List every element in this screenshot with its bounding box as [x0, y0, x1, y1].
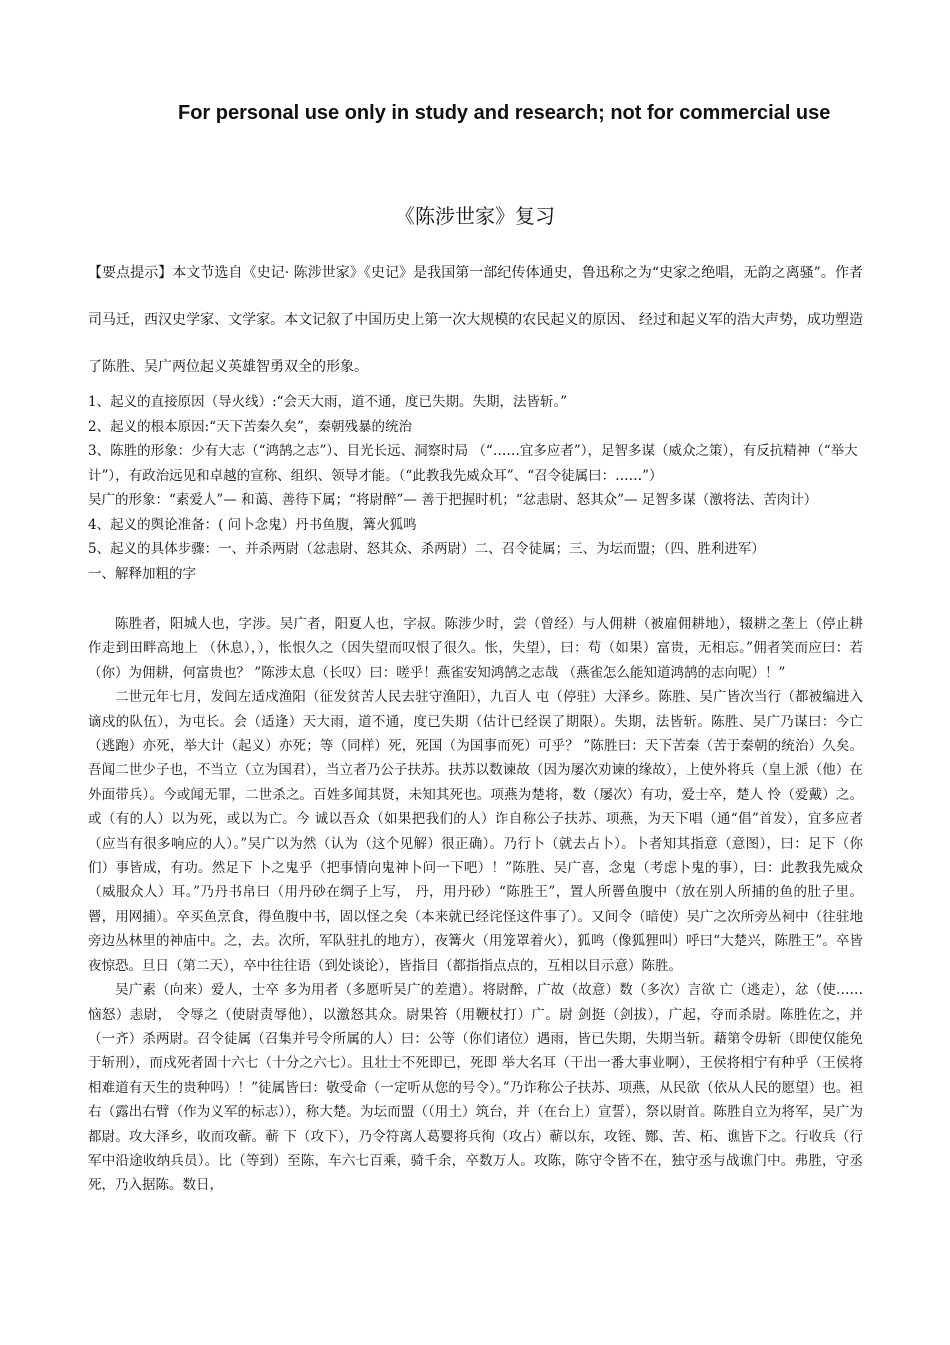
document-title: 《陈涉世家》复习 — [395, 204, 555, 228]
summary-points — [88, 390, 863, 586]
summary-point: 吴广的形象：“素爱人”— 和蔼、善待下属；“将尉醉”— 善于把握时机；“忿恚尉、怒其众”— 足智多谋（激将法、苦肉计） — [88, 492, 818, 508]
summary-point: 1、起义的直接原因（导火线）:“会天大雨，道不通，度已失期。失期，法皆斩。” — [88, 394, 568, 410]
key-points-intro: 【要点提示】本文节选自《史记· 陈涉世家》《史记》是我国第一部纪传体通史，鲁迅称之为“史家之绝唱，无韵之离骚”。作者司马迁，西汉史学家、文学家。本文记叙了中国历史上第一次大规模的农民起义的原因、 经过和起义军的浩大声势，成功塑造了陈胜、吴广两位起义英雄智勇双全的形象。 — [88, 265, 863, 375]
usage-notice: For personal use only in study and research; not for commercial use — [178, 102, 831, 124]
annotated-text — [88, 612, 863, 1198]
text-paragraph: 吴广素（向来）爱人，士卒 多为用者（多愿听吴广的差遣）。将尉醉，广故（故意）数（多次）言欲 亡（逃走），忿（使……恼怒）恚尉， 令辱之（使尉责辱他），以激怒其众。尉果笞（用鞭杖打）广。尉 剑挺（剑拔），广起，夺而杀尉。陈胜佐之，并（一齐）杀两尉。召令徒属（召集并号令所属的人）曰：公等（你们诸位）遇雨，皆已失期，失期当斩。藉第令毋斩（即使仅能免于斩刑），而戍死者固十六七（十分之六七）。且壮士不死即已，死即 举大名耳（干出一番大事业啊），王侯将相宁有种乎（王侯将相难道有天生的贵种吗）！”徒属皆曰：敬受命（一定听从您的号令）。”乃诈称公子扶苏、项燕，从民欲（依从人民的愿望）也。袒右（露出右臂（作为义军的标志）），称大楚。为坛而盟（（用土）筑台，并（在台上）宣誓），祭以尉首。陈胜自立为将军，吴广为都尉。攻大泽乡，收而攻蕲。蕲 下（攻下），乃令符离人葛婴将兵徇（攻占）蕲以东，攻铚、酂、苦、柘、谯皆下之。行收兵（行军中沿途收纳兵员）。比（等到）至陈，车六七百乘，骑千余，卒数万人。攻陈，陈守令皆不在，独守丞与战谯门中。弗胜，守丞死，乃入据陈。数日， — [88, 982, 863, 1194]
summary-point: 5、起义的具体步骤：一、并杀两尉（忿恚尉、怒其众、杀两尉）二、召令徒属；三、为坛而盟；（四、胜利进军） — [88, 541, 765, 557]
summary-point: 4、起义的舆论准备：( 问卜念鬼）丹书鱼腹，篝火狐鸣 — [88, 516, 417, 533]
text-paragraph: 二世元年七月，发闾左适戍渔阳（征发贫苦人民去驻守渔阳），九百人 屯（停驻）大泽乡。陈胜、吴广皆次当行（都被编进入谪戍的队伍），为屯长。会（适逢）天大雨，道不通，度已失期（估计已经误了期限）。失期，法皆斩。陈胜、吴广乃谋曰：今亡（逃跑）亦死，举大计（起义）亦死；等（同样）死，死国（为国事而死）可乎？ ”陈胜曰：天下苦秦（苦于秦朝的统治）久矣。吾闻二世少子也，不当立（立为国君），当立者乃公子扶苏。扶苏以数谏故（因为屡次劝谏的缘故），上使外将兵（皇上派（他）在外面带兵）。今或闻无罪，二世杀之。百姓多闻其贤，未知其死也。项燕为楚将，数（屡次）有功，爱士卒，楚人 怜（爱戴）之。或（有的人）以为死，或以为亡。今 诚以吾众（如果把我们的人）诈自称公子扶苏、项燕，为天下唱（通“倡”首发），宜多应者（应当有很多响应的人）。”吴广以为然（认为（这个见解）很正确）。乃行卜（就去占卜）。卜者知其指意（意图），曰：足下（你们）事皆成，有功。然足下 卜之鬼乎（把事情向鬼神卜问一下吧）！”陈胜、吴广喜，念鬼（考虑卜鬼的事），曰：此教我先威众（威服众人）耳。”乃丹书帛曰（用丹砂在绸子上写， 丹，用丹砂）“陈胜王”，置人所罾鱼腹中（放在别人所捕的鱼的肚子里。 罾，用网捕）。卒买鱼烹食，得鱼腹中书，固以怪之矣（本来就已经诧怪这件事了）。又间令（暗使）吴广之次所旁丛祠中（往驻地旁边丛林里的神庙中。之，去。次所，军队驻扎的地方），夜篝火（用笼罩着火），狐鸣（像狐狸叫）呼曰“大楚兴，陈胜王”。卒皆夜惊恐。旦日（第二天），卒中往往语（到处谈论），皆指目（都指指点点的，互相以目示意）陈胜。 — [88, 689, 863, 974]
summary-point: 2、起义的根本原因:“天下苦秦久矣”，秦朝残暴的统治 — [88, 418, 412, 435]
text-paragraph: 陈胜者，阳城人也，字涉。吴广者，阳夏人也，字叔。陈涉少时，尝（曾经）与人佣耕（被雇佣耕地），辍耕之垄上（停止耕作走到田畔高地上 （休息），），怅恨久之（因失望而叹恨了很久。怅，失望），曰：苟（如果）富贵，无相忘。”佣者笑而应曰：若（你）为佣耕，何富贵也？ ”陈涉太息（长叹）曰：嗟乎！燕雀安知鸿鹄之志哉 （燕雀怎么能知道鸿鹄的志向呢）！” — [88, 616, 863, 681]
section-heading: 一、解释加粗的字 — [88, 565, 196, 582]
summary-point: 3、陈胜的形象：少有大志（“鸿鹄之志”）、目光长远、洞察时局 （“……宜多应者”），足智多谋（威众之策），有反抗精神（“举大计”），有政治远见和卓越的宣称、组织、领导才能。（“此教我先威众耳”、“召令徒属曰：……”） — [88, 443, 858, 484]
